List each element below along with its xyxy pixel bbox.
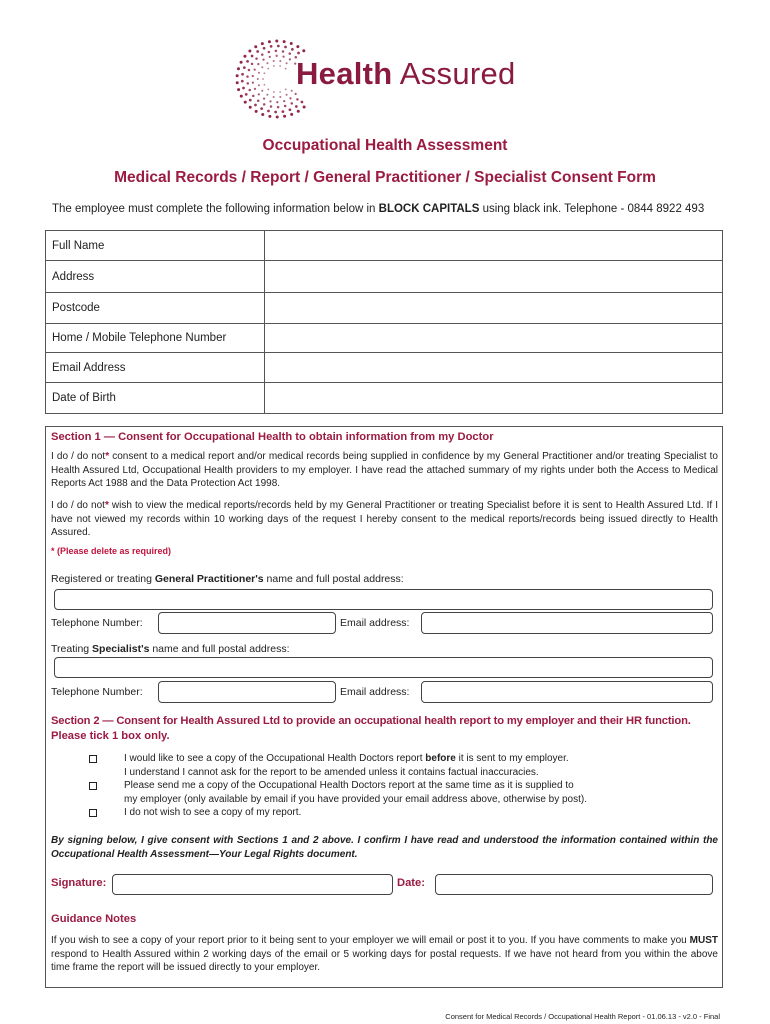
details-row-telephone: [46, 324, 723, 353]
postcode-label: Postcode: [46, 293, 265, 324]
address-field[interactable]: [265, 261, 723, 293]
section1-consent-paragraph: I do / do not* consent to a medical report and/or medical records being supplied in confidence by my General Practitioner and/or treating Specialist to Health Assured Ltd, Occupational Health providers to my employer. I have read the attached summary of my rights under both the Access to Medical Reports Act 1988 and the Data Protection Act 1998.: [51, 451, 718, 489]
dob-field[interactable]: [265, 383, 723, 414]
section2-instruction: Please tick 1 box only.: [51, 730, 170, 742]
address-label: Address: [46, 261, 265, 293]
date-label: Date:: [397, 877, 425, 889]
brand-name: Health Assured: [296, 56, 516, 91]
telephone-field[interactable]: [265, 324, 723, 353]
company-logo: [232, 36, 542, 122]
dob-label: Date of Birth: [46, 383, 265, 414]
details-row-postcode: [46, 293, 723, 324]
footer-version: Consent for Medical Records / Occupational Health Report - 01.06.13 - v2.0 - Final: [445, 1012, 720, 1021]
intro-instructions: The employee must complete the following information below in BLOCK CAPITALS using black ink. Telephone - 0844 8922 493: [52, 203, 705, 215]
gp-address-input[interactable]: [54, 589, 713, 610]
declaration-text: By signing below, I give consent with Sections 1 and 2 above. I confirm I have read and understood the information contained within the Occupational Health Assessment—Your Legal Rights document.: [51, 835, 718, 860]
specialist-telephone-input[interactable]: [158, 681, 336, 703]
option2-checkbox[interactable]: [89, 782, 97, 790]
option1-text: I would like to see a copy of the Occupational Health Doctors report before it is sent to my employer. I understand I cannot ask for the report to be amended unless it contains factual inaccuracies.: [124, 753, 569, 778]
option3-text: I do not wish to see a copy of my report.: [124, 807, 302, 818]
full-name-field[interactable]: [265, 231, 723, 261]
details-row-dob: [46, 383, 723, 414]
section1-view-paragraph: I do / do not* wish to view the medical reports/records held by my General Practitioner or treating Specialist before it is sent to Health Assured Ltd. If I have not viewed my records within 10 working days of the request I hereby consent to the medical reports/records being issued directly to Health Assured.: [51, 500, 718, 538]
specialist-email-input[interactable]: [421, 681, 713, 703]
full-name-label: Full Name: [46, 231, 265, 261]
email-label: Email Address: [46, 353, 265, 383]
gp-telephone-input[interactable]: [158, 612, 336, 634]
specialist-address-input[interactable]: [54, 657, 713, 678]
delete-note: * (Please delete as required): [51, 546, 172, 556]
specialist-address-label: Treating Specialist's name and full postal address:: [51, 643, 290, 655]
section1-heading: Section 1 — Consent for Occupational Health to obtain information from my Doctor: [51, 431, 494, 443]
option2-text: Please send me a copy of the Occupational Health Doctors report at the same time as it is supplied to my employer (only available by email if you have provided your email address above, otherwise by post).: [124, 780, 588, 805]
details-row-full-name: [46, 231, 723, 261]
specialist-email-label: Email address:: [340, 686, 410, 698]
gp-email-label: Email address:: [340, 617, 410, 629]
guidance-text: If you wish to see a copy of your report prior to it being sent to your employer we will email or post it to you. If you have comments to make you MUST respond to Health Assured within 2 working days of the email or 5 working days for postal requests. If we have not heard from you within the above time frame the report will be issued directly to your employer.: [51, 935, 718, 973]
employee-details-table: [45, 230, 723, 414]
guidance-heading: Guidance Notes: [51, 913, 137, 925]
date-input[interactable]: [435, 874, 713, 895]
postcode-field[interactable]: [265, 293, 723, 324]
gp-address-label: Registered or treating General Practitioner's name and full postal address:: [51, 573, 404, 585]
option3-checkbox[interactable]: [89, 809, 97, 817]
gp-email-input[interactable]: [421, 612, 713, 634]
section2-heading: Section 2 — Consent for Health Assured Ltd to provide an occupational health report to my employer and their HR function.: [51, 715, 691, 727]
signature-input[interactable]: [112, 874, 393, 895]
gp-telephone-label: Telephone Number:: [51, 617, 143, 629]
email-field[interactable]: [265, 353, 723, 383]
signature-label: Signature:: [51, 877, 107, 889]
details-row-address: [46, 261, 723, 293]
specialist-telephone-label: Telephone Number:: [51, 686, 143, 698]
form-subtitle: Medical Records / Report / General Practitioner / Specialist Consent Form: [114, 169, 656, 186]
telephone-label: Home / Mobile Telephone Number: [46, 324, 265, 353]
details-row-email: [46, 353, 723, 383]
option1-checkbox[interactable]: [89, 755, 97, 763]
page-title: Occupational Health Assessment: [262, 137, 508, 154]
